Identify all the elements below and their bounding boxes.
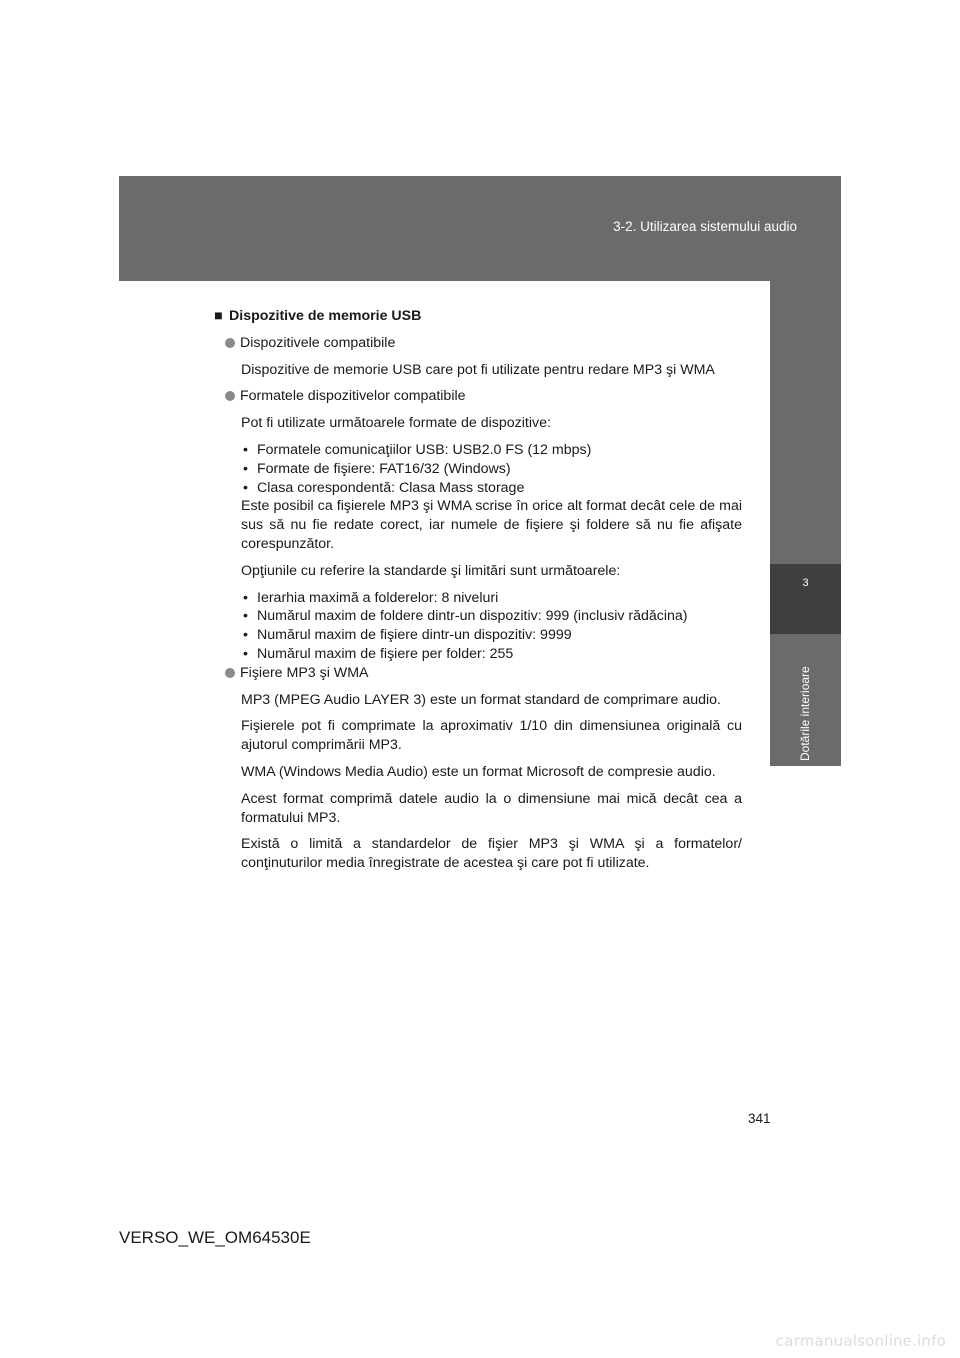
list-item-text: Numărul maxim de foldere dintr-un dispozitiv: 999 (inclusiv rădăcina) — [257, 608, 688, 625]
chapter-number: 3 — [802, 577, 809, 589]
list-bullet: • — [243, 608, 248, 625]
subsection-body — [214, 361, 742, 380]
section-title: 3-2. Utilizarea sistemului audio — [613, 219, 797, 234]
list-bullet: • — [243, 441, 248, 458]
list-item-text: Numărul maxim de fişiere per folder: 255 — [257, 645, 514, 662]
list-item — [241, 645, 742, 664]
paragraph: Acest format comprimă datele audio la o dimensiune mai mică decât cea a formatului MP3. — [241, 790, 742, 826]
paragraph: Dispozitive de memorie USB care pot fi utilizate pentru redare MP3 şi WMA — [241, 361, 715, 378]
list-item-text: Numărul maxim de fişiere dintr-un dispozitiv: 9999 — [257, 627, 572, 644]
subsection-title — [214, 334, 742, 353]
list-bullet: • — [243, 627, 248, 644]
list-item-text: Ierarhia maximă a folderelor: 8 niveluri — [257, 589, 499, 606]
document-code: VERSO_WE_OM64530E — [119, 1228, 311, 1247]
circle-bullet-icon — [225, 338, 235, 348]
chapter-side-tab — [770, 281, 841, 766]
chapter-number-box — [770, 564, 841, 634]
subsection-body — [214, 414, 742, 664]
paragraph: Pot fi utilizate următoarele formate de dispozitive: — [241, 415, 551, 432]
list-bullet: • — [243, 460, 248, 477]
square-bullet-icon: ■ — [214, 308, 223, 324]
circle-bullet-icon — [225, 668, 235, 678]
list-item — [241, 460, 742, 479]
subsection-title — [214, 664, 742, 683]
list-item — [241, 479, 742, 498]
circle-bullet-icon — [225, 391, 235, 401]
section-heading-text: Dispozitive de memorie USB — [229, 308, 422, 324]
page-number: 341 — [748, 1111, 771, 1126]
section-heading — [214, 307, 742, 326]
header-band — [119, 176, 841, 281]
paragraph: MP3 (MPEG Audio LAYER 3) este un format standard de comprimare audio. — [241, 691, 721, 708]
subsection-title-text: Formatele dispozitivelor compatibile — [240, 388, 466, 405]
subsection-title — [214, 387, 742, 406]
list-bullet: • — [243, 479, 248, 496]
watermark: carmanualsonline.info — [775, 1332, 946, 1350]
list-item — [241, 589, 742, 608]
format-list — [241, 441, 742, 497]
list-item-text: Formate de fişiere: FAT16/32 (Windows) — [257, 460, 511, 477]
paragraph: Există o limită a standardelor de fişier MP3 şi WMA şi a formatelor/ conţinuturilor media înregistrate de acestea şi care pot fi utilizate. — [241, 836, 742, 872]
subsection-title-text: Dispozitivele compatibile — [240, 334, 396, 351]
limits-list — [241, 589, 742, 664]
chapter-title: Dotările interioare — [798, 666, 812, 761]
list-item — [241, 441, 742, 460]
paragraph: Opţiunile cu referire la standarde şi limitări sunt următoarele: — [241, 562, 621, 579]
subsection-title-text: Fişiere MP3 şi WMA — [240, 664, 369, 681]
list-bullet: • — [243, 645, 248, 662]
page-content — [214, 307, 742, 873]
list-item-text: Clasa corespondentă: Clasa Mass storage — [257, 479, 525, 496]
list-bullet: • — [243, 589, 248, 606]
paragraph: WMA (Windows Media Audio) este un format Microsoft de compresie audio. — [241, 763, 716, 780]
list-item — [241, 607, 742, 626]
subsection-body — [214, 691, 742, 873]
paragraph: Fişierele pot fi comprimate la aproximativ 1/10 din dimensiunea originală cu ajutorul comprimării MP3. — [241, 718, 742, 754]
paragraph: Este posibil ca fişierele MP3 şi WMA scrise în orice alt format decât cele de mai sus să nu fie redate corect, iar numele de fişiere şi foldere să nu fie afişate corespunzător. — [241, 498, 742, 552]
list-item — [241, 626, 742, 645]
list-item-text: Formatele comunicaţiilor USB: USB2.0 FS (12 mbps) — [257, 441, 592, 458]
